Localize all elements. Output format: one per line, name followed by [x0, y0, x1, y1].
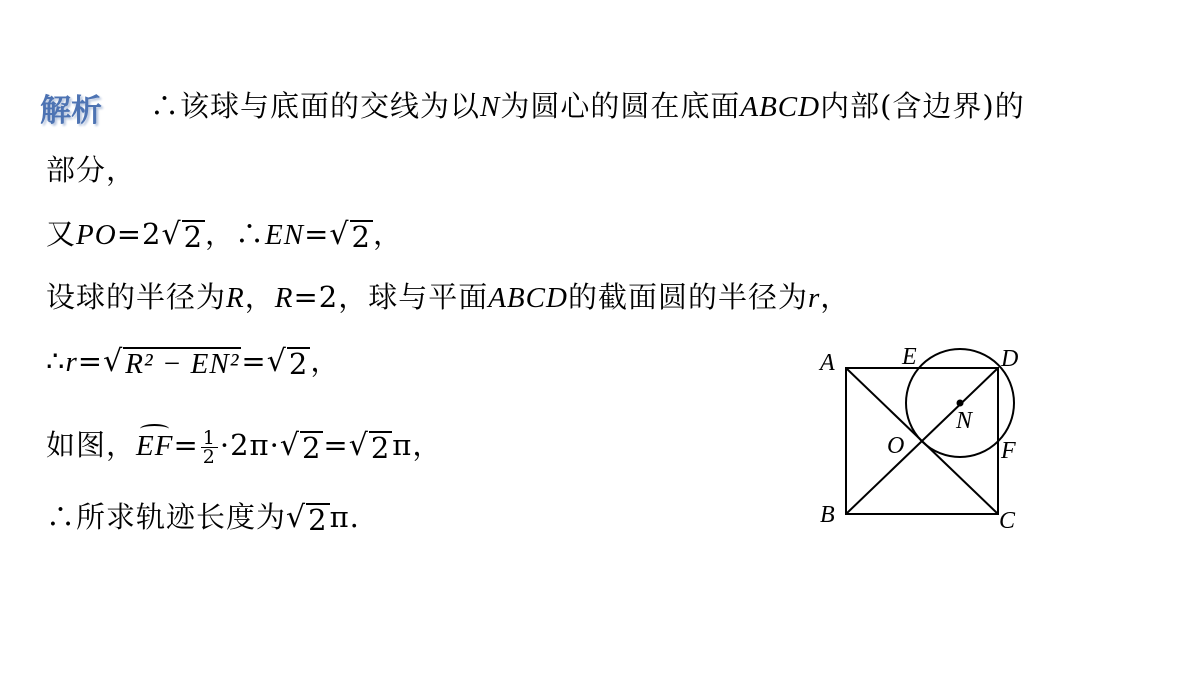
line4-var-r2: R: [274, 282, 294, 314]
line5-text-a: ∴: [46, 344, 66, 378]
line4-text-c: =2，球与平面: [293, 280, 489, 314]
label-c: C: [999, 508, 1016, 534]
text-line-4: [46, 277, 850, 318]
arc-ef: EF: [136, 426, 173, 466]
line6-text-c: ·2π·: [219, 428, 280, 462]
line5-text-d: ，: [310, 344, 341, 378]
line6-text-d: =: [323, 428, 349, 462]
label-e: E: [902, 344, 917, 370]
line5-text-b: =: [77, 344, 104, 378]
line5-text-c: =: [241, 344, 267, 378]
line4-var-r: R: [226, 282, 245, 314]
sqrt-symbol: √ 2: [266, 344, 309, 381]
line5-var-r: r: [65, 346, 78, 378]
label-n: N: [956, 408, 973, 434]
line3-text-c: ，∴: [205, 217, 266, 251]
line3-var-en: EN: [265, 219, 305, 251]
line3-text-d: =: [304, 217, 330, 251]
line3-text-b: =2: [116, 217, 162, 251]
line4-text-a: 设球的半径为: [46, 280, 227, 314]
sqrt-symbol: √ R² − EN²: [103, 344, 240, 380]
text-line-2: 部分，: [46, 153, 137, 187]
line3-var-po: PO: [76, 219, 117, 251]
sqrt-symbol: √ 2: [161, 217, 204, 254]
line1-var-abcd: ABCD: [740, 91, 821, 123]
line1-text-c: 内部(含边界)的: [820, 89, 1025, 123]
label-o: O: [887, 433, 905, 459]
text-line-1: [150, 86, 1025, 127]
label-d: D: [1001, 346, 1019, 372]
geometry-figure: [812, 338, 1042, 538]
line4-text-d: 的截面圆的半径为: [567, 280, 808, 314]
label-b: B: [820, 502, 835, 528]
line6-text-a: 如图，: [46, 428, 137, 462]
analysis-badge: 解析: [40, 93, 102, 129]
line7-text-b: π.: [329, 500, 360, 534]
fraction-half: $\frac{1}{2}$: [202, 426, 216, 468]
line3-text-e: ，: [372, 217, 403, 251]
line1-var-n: N: [480, 91, 501, 123]
text-line-6: [46, 425, 442, 466]
line7-text-a: ∴所求轨迹长度为: [46, 500, 287, 534]
text-line-5: [46, 341, 340, 382]
line3-text-a: 又: [46, 217, 77, 251]
line6-text-e: π，: [392, 428, 443, 462]
center-point-n: [957, 400, 964, 407]
text-line-7: [46, 497, 360, 538]
label-a: A: [820, 350, 835, 376]
line1-text-a: ∴该球与底面的交线为以: [150, 89, 481, 123]
sqrt-symbol: √ 2: [286, 500, 328, 537]
line4-text-b: ，: [244, 280, 275, 314]
line4-text-e: ，: [820, 280, 851, 314]
sqrt-symbol: √ 2: [348, 428, 391, 465]
sqrt-symbol: √ 2: [279, 428, 322, 465]
line4-var-rr: r: [807, 282, 821, 314]
line6-text-b: =: [173, 428, 199, 462]
sqrt-symbol: √ 2: [329, 217, 371, 254]
text-line-3: [46, 214, 403, 255]
line1-text-b: 为圆心的圆在底面: [500, 89, 741, 123]
line4-var-abcd: ABCD: [488, 282, 568, 314]
label-f: F: [1001, 438, 1016, 464]
